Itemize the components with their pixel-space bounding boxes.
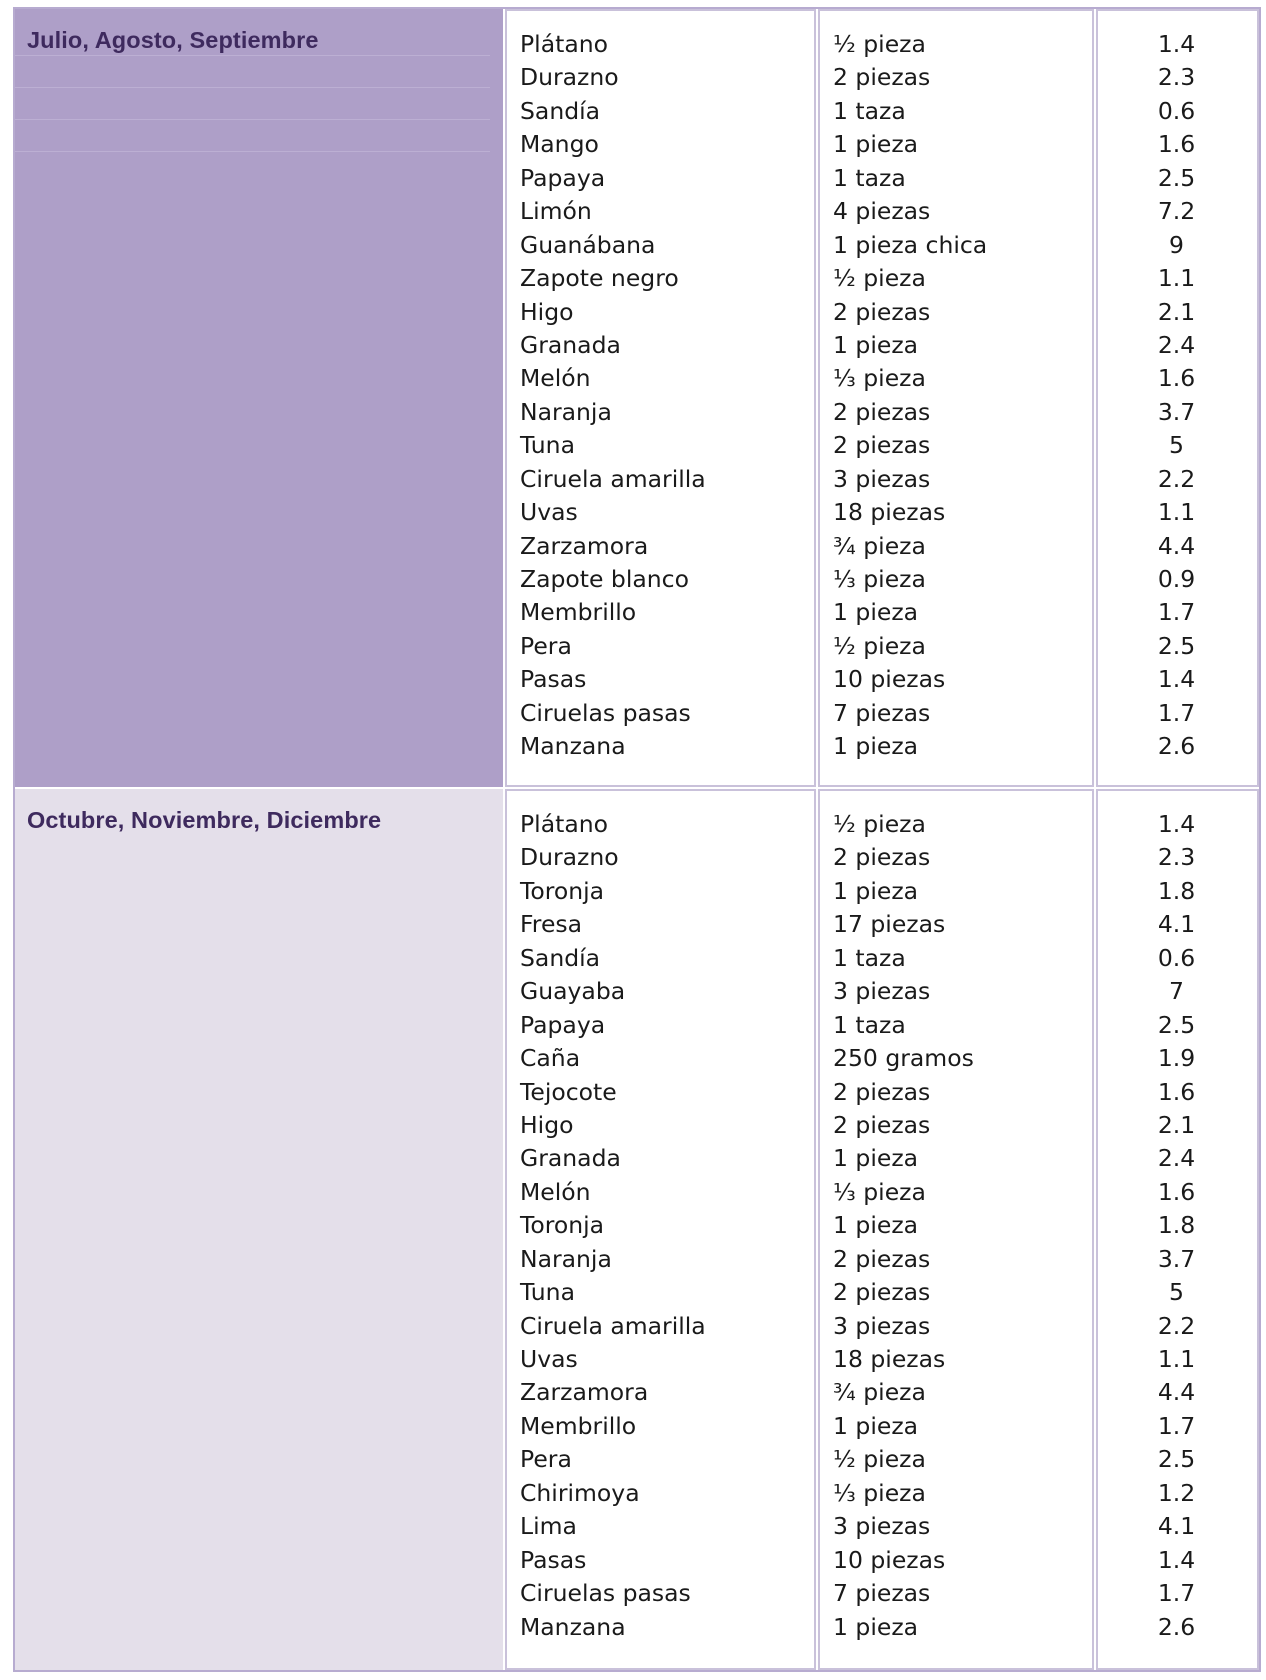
fruit-name: Pera	[520, 631, 572, 660]
portion: 2 piezas	[833, 297, 931, 326]
portion: ⅓ pieza	[833, 364, 926, 393]
fruit-name: Limón	[520, 197, 592, 226]
portion: ½ pieza	[833, 1445, 926, 1474]
fruit-name: Tejocote	[520, 1077, 617, 1106]
value: 1.7	[1157, 1411, 1196, 1440]
fruit-name: Zarzamora	[520, 1378, 649, 1407]
fruit-column	[505, 789, 816, 1670]
portion: 2 piezas	[833, 843, 931, 872]
portion: ⅓ pieza	[833, 565, 926, 593]
portion: 2 piezas	[833, 63, 931, 92]
fruit-name: Uvas	[520, 1345, 578, 1373]
portion: ½ pieza	[833, 631, 926, 660]
season-cell	[15, 789, 503, 1670]
fruit-name: Sandía	[520, 943, 601, 972]
cell-divider	[15, 119, 490, 120]
fruit-name: Papaya	[520, 1010, 606, 1039]
value: 2.6	[1157, 1612, 1196, 1641]
portion: 17 piezas	[833, 910, 946, 939]
fruit-name: Melón	[520, 1177, 591, 1206]
value: 1.8	[1157, 1211, 1196, 1240]
value: 2.1	[1157, 1110, 1196, 1139]
portion: 3 piezas	[833, 977, 931, 1006]
value: 1.1	[1157, 264, 1196, 293]
fruit-name: Durazno	[520, 843, 619, 872]
portion: 1 pieza	[833, 1211, 919, 1240]
value: 1.4	[1157, 1545, 1196, 1574]
fruit-name: Plátano	[520, 30, 608, 58]
portion: 1 pieza	[833, 130, 919, 159]
fruit-name: Guanábana	[520, 230, 656, 259]
portion: ¾ pieza	[833, 1378, 926, 1407]
portion: 2 piezas	[833, 1278, 931, 1307]
cell-divider	[15, 151, 490, 152]
value: 2.5	[1157, 1445, 1196, 1474]
fruit-name: Pasas	[520, 1545, 587, 1574]
fruit-name: Toronja	[520, 876, 605, 905]
portion: 7 piezas	[833, 1579, 931, 1608]
portion: 7 piezas	[833, 698, 931, 727]
fruit-name: Uvas	[520, 498, 578, 527]
fruit-name: Higo	[520, 297, 574, 326]
portion: 1 pieza	[833, 1411, 919, 1440]
fruit-name: Ciruelas pasas	[520, 698, 691, 727]
fruit-name: Chirimoya	[520, 1478, 640, 1507]
value: 1.9	[1157, 1044, 1196, 1073]
portion: 18 piezas	[833, 498, 946, 527]
fruit-name: Naranja	[520, 397, 612, 426]
value: 5	[1169, 431, 1184, 460]
fruit-name: Naranja	[520, 1244, 612, 1273]
portion: 2 piezas	[833, 1077, 931, 1106]
fruit-name: Durazno	[520, 63, 619, 92]
value: 1.8	[1157, 876, 1196, 905]
fruit-name: Ciruela amarilla	[520, 1311, 706, 1340]
value: 2.3	[1157, 843, 1196, 872]
value: 2.1	[1157, 297, 1196, 326]
fruit-name: Zapote blanco	[520, 565, 689, 593]
portion: 3 piezas	[833, 1311, 931, 1340]
value: 1.7	[1157, 698, 1196, 727]
value: 2.4	[1157, 330, 1196, 359]
fruit-name: Granada	[520, 1144, 621, 1173]
value: 2.5	[1157, 1010, 1196, 1039]
fruit-name: Manzana	[520, 732, 626, 761]
season-cell	[15, 9, 503, 787]
value: 1.6	[1157, 1177, 1196, 1206]
value: 7	[1169, 977, 1184, 1006]
value: 2.6	[1157, 732, 1196, 761]
fruit-name: Membrillo	[520, 598, 637, 627]
fruit-name: Ciruelas pasas	[520, 1579, 691, 1608]
value: 1.6	[1157, 130, 1196, 159]
portion: 4 piezas	[833, 197, 931, 226]
fruit-column	[505, 9, 816, 787]
fruit-name: Zapote negro	[520, 264, 679, 293]
portion: 1 pieza chica	[833, 230, 988, 259]
value: 3.7	[1157, 397, 1196, 426]
value: 5	[1169, 1278, 1184, 1307]
value: 2.4	[1157, 1144, 1196, 1173]
fruit-name: Melón	[520, 364, 591, 393]
portion-column	[818, 789, 1094, 1670]
fruit-name: Caña	[520, 1044, 581, 1073]
portion: ⅓ pieza	[833, 1177, 926, 1206]
value: 4.1	[1157, 910, 1196, 939]
portion: ½ pieza	[833, 30, 926, 58]
portion: 1 pieza	[833, 732, 919, 761]
portion: 1 pieza	[833, 330, 919, 359]
section-oct-dec	[15, 789, 1259, 1670]
value: 1.7	[1157, 598, 1196, 627]
fruit-name: Papaya	[520, 163, 606, 192]
fruit-name: Toronja	[520, 1211, 605, 1240]
value: 1.1	[1157, 1345, 1196, 1373]
cell-divider	[15, 87, 490, 88]
value: 4.4	[1157, 1378, 1196, 1407]
portion: 1 pieza	[833, 1612, 919, 1641]
fruit-name: Fresa	[520, 910, 583, 939]
value: 2.2	[1157, 464, 1196, 493]
portion: 1 taza	[833, 943, 906, 972]
value: 4.4	[1157, 531, 1196, 560]
fruit-name: Zarzamora	[520, 531, 649, 560]
value: 0.6	[1157, 943, 1196, 972]
fruit-name: Sandía	[520, 96, 601, 125]
fruit-name: Pasas	[520, 665, 587, 694]
fruit-name: Higo	[520, 1110, 574, 1139]
portion: 3 piezas	[833, 1512, 931, 1541]
value: 2.5	[1157, 163, 1196, 192]
fruit-name: Granada	[520, 330, 621, 359]
season-label: Octubre, Noviembre, Diciembre	[27, 807, 382, 833]
value-column	[1096, 9, 1259, 787]
portion: ⅓ pieza	[833, 1478, 926, 1507]
value: 7.2	[1157, 197, 1196, 226]
portion: ½ pieza	[833, 264, 926, 293]
value: 1.7	[1157, 1579, 1196, 1608]
section-jul-sep	[15, 9, 1259, 787]
portion: ¾ pieza	[833, 531, 926, 560]
portion: 2 piezas	[833, 431, 931, 460]
value: 1.4	[1157, 810, 1196, 838]
season-label: Julio, Agosto, Septiembre	[27, 27, 319, 53]
portion: 1 taza	[833, 96, 906, 125]
value: 0.9	[1157, 565, 1196, 593]
fruit-name: Manzana	[520, 1612, 626, 1641]
value: 1.6	[1157, 1077, 1196, 1106]
value: 1.4	[1157, 30, 1196, 58]
portion: 1 pieza	[833, 1144, 919, 1173]
value: 1.4	[1157, 665, 1196, 694]
portion: 1 taza	[833, 1010, 906, 1039]
portion: 1 pieza	[833, 598, 919, 627]
fruit-name: Mango	[520, 130, 599, 159]
fruit-name: Plátano	[520, 810, 608, 838]
portion-column	[818, 9, 1094, 787]
value: 1.2	[1157, 1478, 1196, 1507]
portion: 1 taza	[833, 163, 906, 192]
fruit-name: Tuna	[520, 431, 575, 460]
value: 9	[1169, 230, 1184, 259]
value: 4.1	[1157, 1512, 1196, 1541]
portion: 3 piezas	[833, 464, 931, 493]
fruit-name: Membrillo	[520, 1411, 637, 1440]
portion: 2 piezas	[833, 1110, 931, 1139]
fruit-name: Lima	[520, 1512, 577, 1541]
fruit-name: Guayaba	[520, 977, 626, 1006]
fruit-name: Tuna	[520, 1278, 575, 1307]
value: 2.3	[1157, 63, 1196, 92]
value: 0.6	[1157, 96, 1196, 125]
portion: 2 piezas	[833, 397, 931, 426]
value-column	[1096, 789, 1259, 1670]
portion: 18 piezas	[833, 1345, 946, 1373]
cell-divider	[15, 55, 490, 56]
portion: ½ pieza	[833, 810, 926, 838]
portion: 2 piezas	[833, 1244, 931, 1273]
value: 1.1	[1157, 498, 1196, 527]
fruit-name: Pera	[520, 1445, 572, 1474]
portion: 10 piezas	[833, 665, 946, 694]
value: 3.7	[1157, 1244, 1196, 1273]
fruit-table	[13, 7, 1261, 1672]
portion: 250 gramos	[833, 1044, 974, 1073]
value: 1.6	[1157, 364, 1196, 393]
value: 2.5	[1157, 631, 1196, 660]
fruit-name: Ciruela amarilla	[520, 464, 706, 493]
value: 2.2	[1157, 1311, 1196, 1340]
portion: 10 piezas	[833, 1545, 946, 1574]
portion: 1 pieza	[833, 876, 919, 905]
